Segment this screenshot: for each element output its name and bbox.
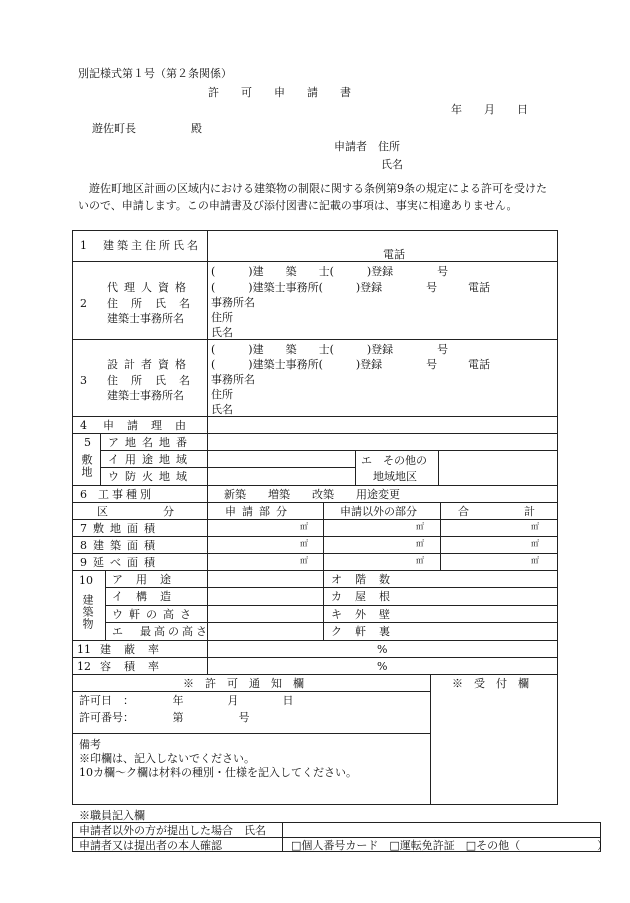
body-text: 遊佐町地区計画の区域内における建築物の制限に関する条例第9条の規定による許可を受けたいので、申請します。この申請書及び添付図書に記載の事項は、事実に相違ありません。 — [78, 182, 547, 212]
applicant-name: 氏名 — [381, 158, 403, 171]
remark-2: 10カ欄〜ク欄は材料の種別・仕様を記入してください。 — [79, 766, 357, 779]
label-site: 敷地 — [80, 454, 93, 478]
label-designer-office: 建築士事務所名 — [107, 389, 184, 402]
page: 別記様式第１号（第２条関係） 許 可 申 請 書 年 月 日 遊佐町長 殿 申請者 住所 氏名 遊佐町地区計画の区域内における建築物の制限に関する条例第9条の規定による許可を受けたいので、申請します。この申請書及び添付図書に記載の事項は、事実に相違ありません。 1 建築主住所氏名 電話 2 代理人資格 住所氏名 建築士事務所名 ( )建 築 士( )登録 号 ( )建築士事務所( )登録 号 電話 事務所名 住所 氏名 3 設計者資格 住所氏名 建築士事務所名 ( )建 築 士( )登録 号 ( )建築士事務所( )登録 号 電話 事務所名 住所 氏名 4 申請理由 5 敷地 ア地名地番 イ用途地域 ウ防火地域 エ その他の 地域地区 6 工事種別 新築 増築 改築 用途変更 区 分 申請部分 申請以外の部分 合 計 7 敷地面積 ㎡ ㎡ ㎡ 8 建築面積 ㎡ ㎡ ㎡ 9 延べ面積 ㎡ ㎡ ㎡ 10 建築物 ア用途 イ構造 ウ軒の高さ エ 最高の高さ オ階数 カ屋根 キ外壁 ク軒裏 11 建蔽率 % 12 容積率 % ※ 許 可 通 知 欄 ※ 受 付 欄 許可日 ： 年 月 日 許可番号： 第 号 備考 ※印欄は、記入しないでください。 10カ欄〜ク欄は材料の種別・仕様を記入してください。 ※職員記入欄 申請者以外の方が提出した場合 氏名 申請者又は提出者の本人確認 □個人番号カード □運転免許証 □その他（ ） — [0, 0, 630, 903]
form-number: 別記様式第１号（第２条関係） — [78, 67, 232, 80]
applicant-address: 申請者 住所 — [334, 140, 400, 153]
staff-row-submitter: 申請者以外の方が提出した場合 氏名 — [79, 824, 266, 837]
label-agent-address: 住所氏名 — [107, 297, 203, 310]
label-agent-office: 建築士事務所名 — [107, 312, 184, 325]
label-reason: 申請理由 — [103, 419, 199, 432]
receipt-header: ※ 受 付 欄 — [452, 677, 529, 690]
remarks-title: 備考 — [79, 738, 101, 751]
addressee: 遊佐町長 殿 — [92, 122, 202, 135]
permit-notice-header: ※ 許 可 通 知 欄 — [183, 677, 304, 690]
permit-date: 許可日 ： 年 月 日 — [79, 694, 294, 707]
staff-row-identity: 申請者又は提出者の本人確認 — [79, 839, 222, 852]
staff-section-title: ※職員記入欄 — [79, 809, 145, 822]
remark-1: ※印欄は、記入しないでください。 — [79, 752, 255, 765]
permit-number: 許可番号： 第 号 — [79, 711, 250, 724]
label-designer-address: 住所氏名 — [107, 374, 203, 387]
label-designer-qualification: 設計者資格 — [107, 358, 192, 371]
identity-options: □個人番号カード □運転免許証 □その他（ ） — [291, 839, 609, 852]
label-builder: 建築主住所氏名 — [103, 239, 201, 252]
label-agent-qualification: 代理人資格 — [107, 281, 192, 294]
builder-phone-label: 電話 — [383, 248, 405, 261]
date-line: 年 月 日 — [451, 103, 528, 116]
form-title: 許 可 申 請 書 — [208, 86, 351, 99]
construction-type-options: 新築 増築 改築 用途変更 — [224, 488, 400, 501]
label-building: 建築物 — [81, 594, 94, 630]
label-construction-type: 工事種別 — [98, 488, 154, 501]
